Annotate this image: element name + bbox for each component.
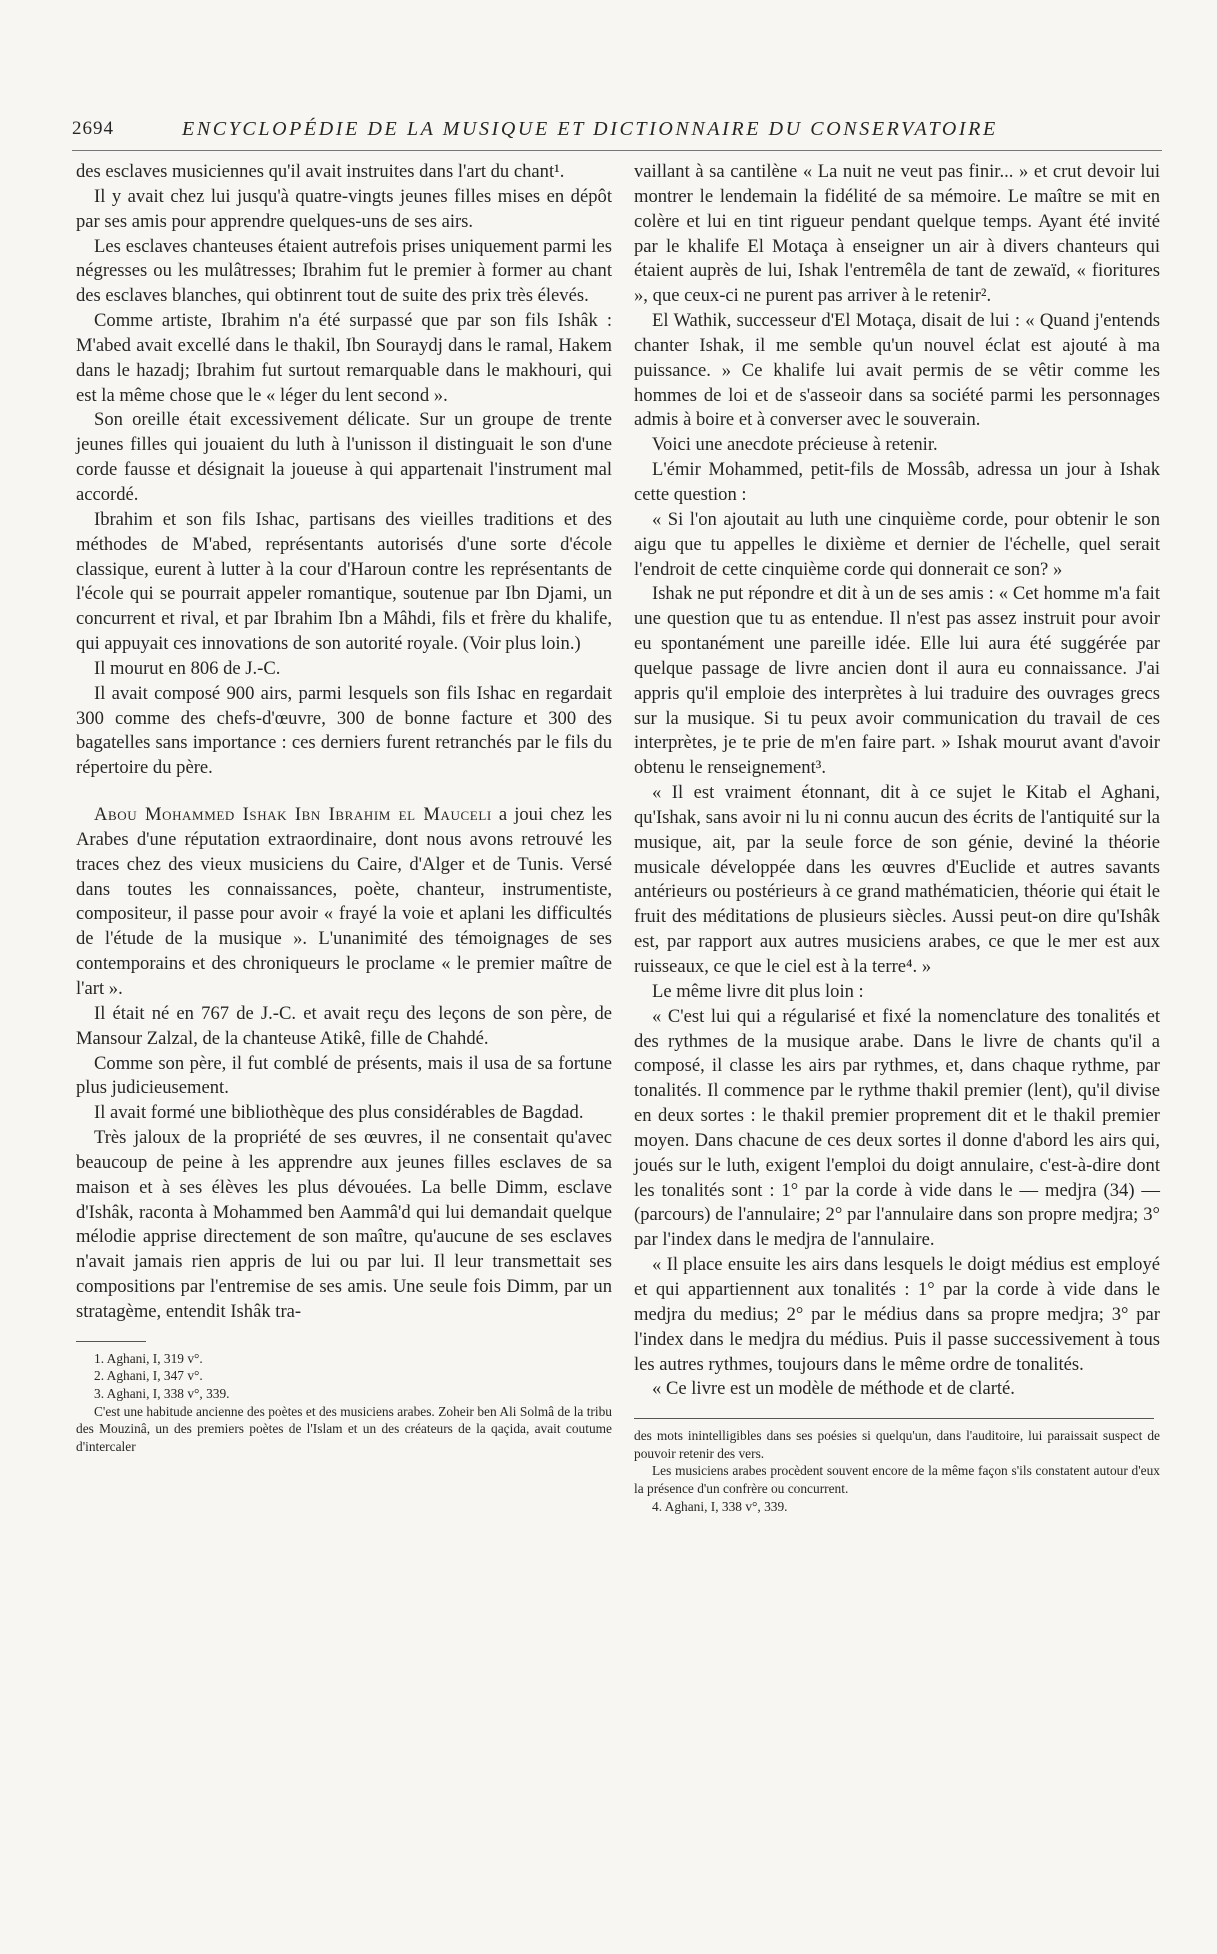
- footnote-divider: [634, 1418, 1154, 1419]
- journal-title: ENCYCLOPÉDIE DE LA MUSIQUE ET DICTIONNAIRE DU CONSERVATOIRE: [182, 118, 998, 140]
- paragraph: Ibrahim et son fils Ishac, partisans des vieilles traditions et des méthodes de M'abed, représentants autorisés d'une sorte d'école classique, eurent à lutter à la cour d'Haroun contre les représentants de l'école qui se pourrait appeler romantique, soutenue par Ibn Djami, un concurrent et rival, et par Ibrahim Ibn a Mâhdi, fils et frère du khalife, qui appuyait ces innovations de son autorité royale. (Voir plus loin.): [76, 508, 612, 655]
- paragraph: Il avait composé 900 airs, parmi lesquels son fils Ishac en regardait 300 comme des chefs-d'œuvre, 300 de bonne facture et 300 des bagatelles sans importance : ces derniers furent retranchés par le fils du répertoire du père.: [76, 682, 612, 779]
- paragraph: El Wathik, successeur d'El Motaça, disait de lui : « Quand j'entends chanter Ishak, il me semble qu'un nouvel éclat est ajouté à ma puissance. » Ce khalife lui avait permis de se vêtir comme les hommes de loi et de s'asseoir dans sa société parmi les personnages admis à boire et à converser avec le souverain.: [634, 310, 1160, 431]
- paragraph: des esclaves musiciennes qu'il avait instruites dans l'art du chant¹.: [76, 161, 565, 182]
- paragraph: Très jaloux de la propriété de ses œuvres, il ne consentait qu'avec beaucoup de peine à les apprendre aux jeunes filles esclaves de sa maison et à ses élèves les plus dévouées. La belle Dimm, esclave d'Ishâk, raconta à Mohammed ben Aammâ'd qui lui demandait quelque mélodie apprise directement de son maître, qu'aucune de ses esclaves n'avait jamais rien appris de lui ou par lui. Il leur transmettait ses compositions par l'entremise de ses amis. Une seule fois Dimm, par un stratagème, entendit Ishâk tra-: [76, 1127, 612, 1322]
- paragraph: Il y avait chez lui jusqu'à quatre-vingts jeunes filles mises en dépôt par ses amis pour apprendre quelques-uns de ses airs.: [76, 185, 612, 232]
- header-divider: [72, 150, 1162, 151]
- paragraph: Les esclaves chanteuses étaient autrefois prises uniquement parmi les négresses ou les mulâtresses; Ibrahim fut le premier à former au chant des esclaves blanches, qui obtinrent tout de suite des prix très élevés.: [76, 235, 612, 307]
- paragraph: Son oreille était excessivement délicate. Sur un groupe de trente jeunes filles qui jouaient du luth à l'unisson il distinguait le son d'une corde fausse et désignait la joueuse à qui appartenait l'instrument mal accordé.: [76, 409, 612, 505]
- paragraph: Il était né en 767 de J.-C. et avait reçu des leçons de son père, de Mansour Zalzal, de la chanteuse Atikê, fille de Chahdé.: [76, 1002, 612, 1049]
- footnote: 2. Aghani, I, 347 v°.: [94, 1368, 203, 1384]
- right-column: [634, 160, 1160, 1515]
- paragraph: « Il place ensuite les airs dans lesquels le doigt médius est employé et qui appartiennent aux tonalités : 1° par la corde à vide dans le medjra du medius; 2° par le médius dans sa propre medjra; 3° par l'index dans le medjra du médius. Puis il passe successivement à tous les autres rythmes, toujours dans le même ordre de tonalités.: [634, 1254, 1160, 1375]
- footnote: C'est une habitude ancienne des poètes et des musiciens arabes. Zoheir ben Ali Solmâ de la tribu des Mouzinâ, un des premiers poètes de l'Islam et un des créateurs de la qaçida, avait coutume d'intercaler: [76, 1403, 612, 1454]
- paragraph: Le même livre dit plus loin :: [652, 980, 864, 1002]
- paragraph: Comme artiste, Ibrahim n'a été surpassé que par son fils Ishâk : M'abed avait excellé dans le thakil, Ibn Souraydj dans le ramal, Hakem dans le hazadj; Ibrahim fut surtout remarquable dans le makhouri, qui est la même chose que le « léger du lent second ».: [76, 310, 612, 406]
- running-head: [72, 118, 1162, 148]
- paragraph: Voici une anecdote précieuse à retenir.: [652, 434, 938, 456]
- section-heading-text: a joui chez les Arabes d'une réputation extraordinaire, dont nous avons retrouvé les traces chez des vieux musiciens du Caire, d'Alger et de Tunis. Versé dans toutes les connaissances, poète, chanteur, instrumentiste, compositeur, il passe pour avoir « frayé la voie et aplani les difficultés de l'étude de la musique ». L'unanimité des témoignages de ses contemporains et des chroniqueurs le proclame « le premier maître de l'art ».: [76, 804, 612, 999]
- footnote: Les musiciens arabes procèdent souvent encore de la même façon s'ils constatent autour d'eux la présence d'un confrère ou concurrent.: [634, 1463, 1160, 1496]
- footnote: 4. Aghani, I, 338 v°, 339.: [652, 1498, 788, 1514]
- footnote: des mots inintelligibles dans ses poésies si quelqu'un, dans l'auditoire, lui paraissait suspect de pouvoir retenir des vers.: [634, 1428, 1160, 1461]
- paragraph: « C'est lui qui a régularisé et fixé la nomenclature des tonalités et des rythmes de la musique arabe. Dans le livre de chants qu'il a composé, il classe les airs par rythmes, et, dans chaque rythme, par tonalités. Il commence par le rythme thakil premier (lent), qu'il divise en deux sortes : le thakil premier proprement dit et le thakil premier moyen. Dans chacune de ces deux sortes il donne d'abord les airs qui, joués sur le luth, exigent l'emploi du doigt annulaire, c'est-à-dire dont les tonalités sont : 1° par la corde à vide dans le — medjra (34) — (parcours) de l'annulaire; 2° par l'annulaire dans son propre medjra; 3° par l'index dans le medjra de l'annulaire.: [634, 1005, 1160, 1251]
- paragraph: « Ce livre est un modèle de méthode et de clarté.: [652, 1378, 1015, 1400]
- footnote: 3. Aghani, I, 338 v°, 339.: [94, 1386, 230, 1401]
- page-number: 2694: [72, 118, 114, 139]
- paragraph: vaillant à sa cantilène « La nuit ne veut pas finir... » et crut devoir lui montrer le lendemain la fidélité de sa mémoire. Le maître se mit en colère et lui en tint rigueur pendant quelque temps. Ayant été invité par le khalife El Motaça à enseigner un air à divers chanteurs qui étaient auprès de lui, Ishak l'entremêla de tant de zewaïd, « fioritures », que ceux-ci ne purent pas arriver à le retenir².: [634, 161, 1160, 307]
- paragraph: « Il est vraiment étonnant, dit à ce sujet le Kitab el Aghani, qu'Ishak, sans avoir ni lu ni connu aucun des écrits de l'antiquité sur la musique, ait, par la seule force de son génie, deviné la théorie musicale développée dans les œuvres d'Euclide et autres savants antérieurs ou postérieurs à ce grand mathématicien, théorie qui était le fruit des méditations de plusieurs siècles. Aussi peut-on dire qu'Ishâk est, par rapport aux autres musiciens arabes, ce que le mer est aux ruisseaux, ce que le ciel est à la terre⁴. »: [634, 782, 1160, 977]
- left-column: [76, 160, 612, 1455]
- left-footnotes: [76, 1350, 612, 1456]
- paragraph: Il avait formé une bibliothèque des plus considérables de Bagdad.: [94, 1102, 584, 1124]
- paragraph: L'émir Mohammed, petit-fils de Mossâb, adressa un jour à Ishak cette question :: [634, 459, 1160, 505]
- footnote: 1. Aghani, I, 319 v°.: [94, 1350, 203, 1366]
- paragraph: Ishak ne put répondre et dit à un de ses amis : « Cet homme m'a fait une question que tu as entendue. Il n'est pas assez instruit pour avoir eu spontanément une pareille idée. Elle lui aura été suggérée par quelque passage de livre ancien dont il aura eu connaissance. J'ai appris qu'il emploie des interprètes à lui traduire des ouvrages grecs sur la musique. Si tu peux avoir communication du travail de ces interprètes, je te prie de m'en faire part. » Ishak mourut avant d'avoir obtenu le renseignement³.: [634, 583, 1160, 779]
- footnote-divider: [76, 1341, 146, 1342]
- right-footnotes: [634, 1427, 1160, 1515]
- paragraph: Il mourut en 806 de J.-C.: [94, 657, 281, 679]
- paragraph: « Si l'on ajoutait au luth une cinquième corde, pour obtenir le son aigu que tu appelles le dixième et dernier de l'échelle, quel serait l'endroit de cette cinquième corde qui donnerait ce son? »: [634, 508, 1160, 580]
- section-paragraph: [76, 803, 612, 1002]
- paragraph: Comme son père, il fut comblé de présents, mais il usa de sa fortune plus judicieusement.: [76, 1052, 612, 1099]
- section-heading: Abou Mohammed Ishak Ibn Ibrahim el Mauceli: [94, 804, 492, 826]
